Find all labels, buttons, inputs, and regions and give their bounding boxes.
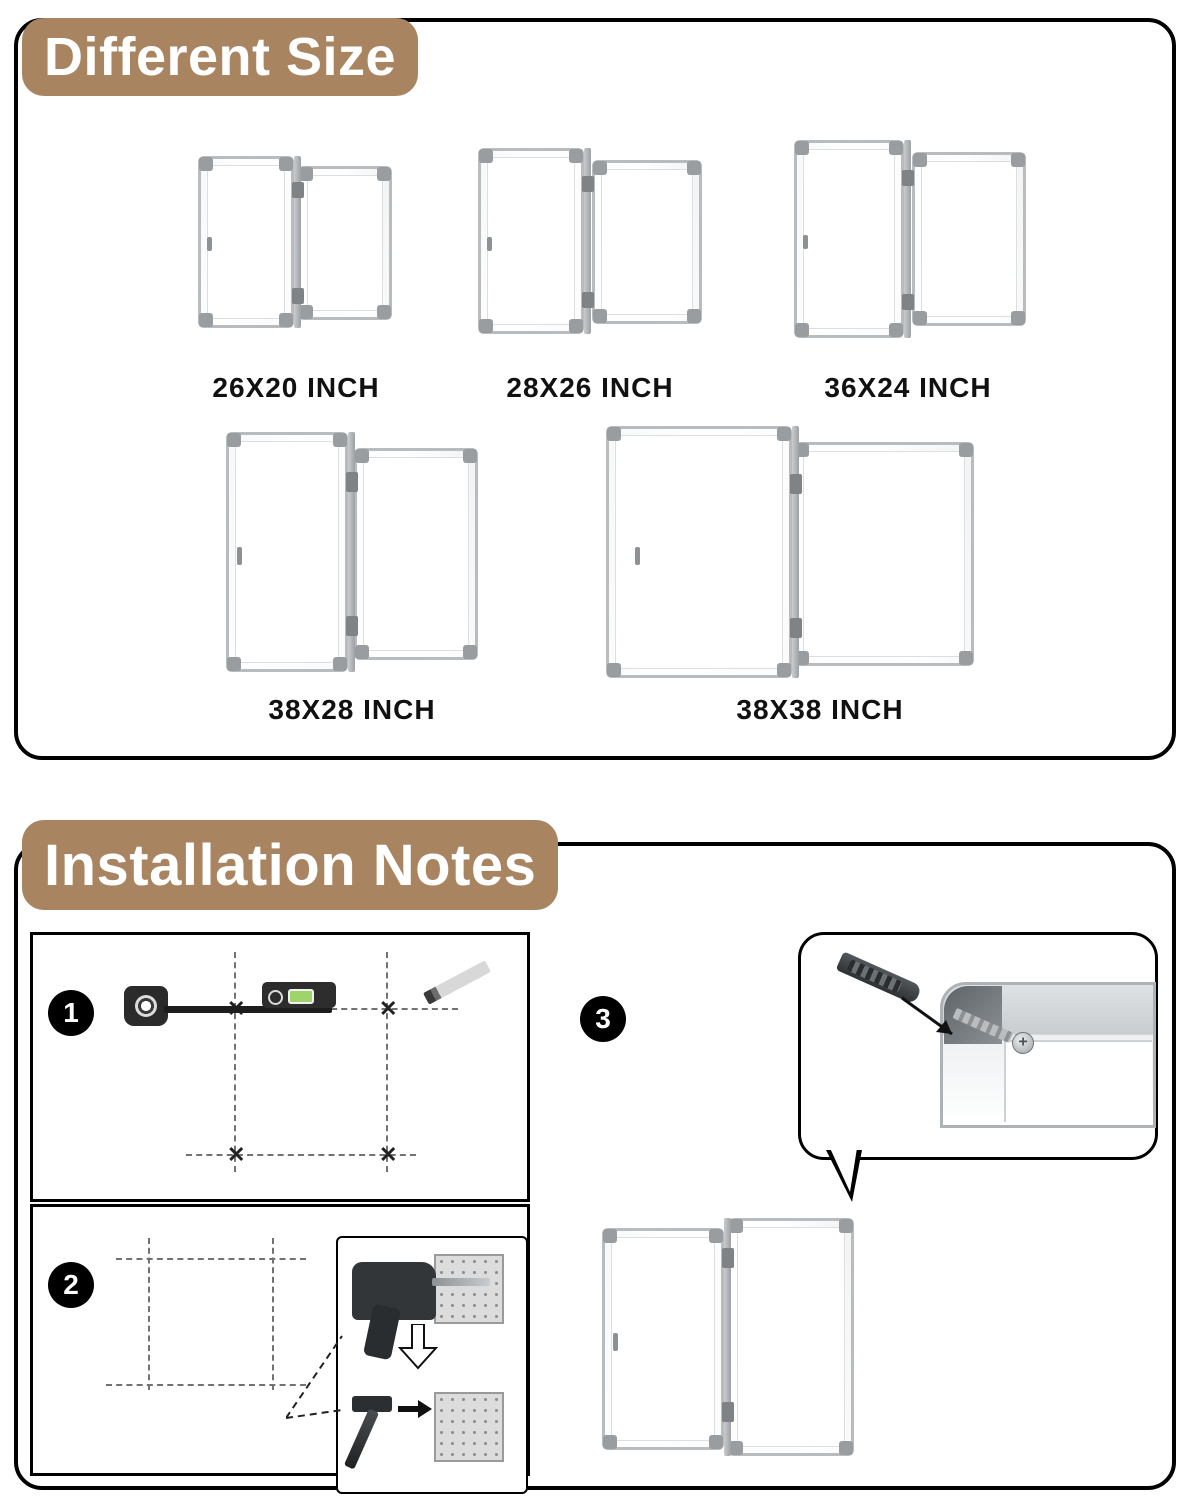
board-38x38-figure [604, 418, 976, 686]
frame-corner-icon [839, 1441, 853, 1455]
frame-corner-icon [333, 433, 347, 447]
frame-corner-icon [729, 1441, 743, 1455]
arrow-down-icon [398, 1324, 438, 1370]
frame-corner-icon [607, 427, 621, 441]
frame-corner-icon [603, 1229, 617, 1243]
board-38x28-label: 38X28 INCH [268, 694, 436, 725]
hinge-icon [902, 294, 914, 310]
hinge-icon [582, 292, 594, 308]
hinge-icon [722, 1248, 734, 1268]
board-left-leaf [198, 156, 294, 328]
step-1-box [30, 932, 530, 1202]
guide-line-horizontal [106, 1384, 306, 1386]
hinge-icon [346, 616, 358, 636]
frame-corner-icon [569, 319, 583, 333]
mark-point: ✕ [379, 1142, 398, 1167]
frame-corner-icon [333, 657, 347, 671]
board-right-leaf [728, 1218, 854, 1456]
lock-icon [237, 547, 242, 565]
drill-icon [352, 1262, 436, 1320]
frame-corner-icon [479, 319, 493, 333]
installation-notes-title: Installation Notes [22, 820, 558, 910]
board-left-leaf [226, 432, 348, 672]
board-right-leaf [298, 166, 392, 320]
board-pair [600, 1212, 856, 1462]
board-28x26-figure [476, 140, 704, 340]
frame-corner-icon [729, 1219, 743, 1233]
board-38x28-figure [224, 424, 480, 680]
hinge-icon [722, 1402, 734, 1422]
frame-corner-icon [593, 161, 607, 175]
spirit-level-icon [262, 982, 336, 1008]
frame-corner-icon [593, 309, 607, 323]
board-pair [476, 140, 704, 340]
lock-icon [803, 235, 808, 249]
hinge-icon [790, 618, 802, 638]
lock-icon [635, 547, 640, 565]
board-28x26-label: 28X26 INCH [506, 372, 674, 403]
guide-line-vertical [234, 952, 236, 1172]
board-36x24-label: 36X24 INCH [824, 372, 992, 403]
frame-corner-icon [795, 323, 809, 337]
frame-corner-icon [569, 149, 583, 163]
frame-corner-icon [1011, 311, 1025, 325]
frame-corner-icon [709, 1229, 723, 1243]
step-2-number: 2 [48, 1262, 94, 1308]
frame-corner-icon [1011, 153, 1025, 167]
frame-corner-icon [959, 651, 973, 665]
board-36x24-figure [792, 132, 1028, 344]
frame-corner-icon [377, 167, 391, 181]
frame-corner-icon [913, 311, 927, 325]
board-hinge-spine [792, 426, 799, 678]
mark-point: ✕ [379, 996, 398, 1021]
frame-corner-icon [687, 309, 701, 323]
frame-corner-icon [777, 427, 791, 441]
different-size-title: Different Size [22, 18, 418, 96]
board-pair [792, 132, 1028, 344]
frame-corner-icon [913, 153, 927, 167]
board-right-leaf [592, 160, 702, 324]
frame-corner-icon [279, 157, 293, 171]
insert-arrow-icon [900, 992, 970, 1048]
wall-surface-icon [434, 1254, 504, 1324]
frame-corner-icon [889, 323, 903, 337]
board-left-leaf [602, 1228, 724, 1450]
detail-connector-lines [286, 1330, 346, 1426]
mounted-board-figure [600, 1212, 856, 1462]
frame-corner-icon [839, 1219, 853, 1233]
lock-icon [613, 1333, 618, 1351]
frame-corner-icon [227, 433, 241, 447]
wall-surface-icon [434, 1392, 504, 1462]
frame-corner-icon [889, 141, 903, 155]
mark-point: ✕ [227, 1142, 246, 1167]
frame-corner-icon [603, 1435, 617, 1449]
board-left-leaf [606, 426, 792, 678]
hinge-icon [582, 176, 594, 192]
screw-head-icon [1012, 1032, 1034, 1054]
frame-corner-icon [959, 443, 973, 457]
step-1-number: 1 [48, 990, 94, 1036]
frame-corner-icon [463, 449, 477, 463]
board-38x38-label: 38X38 INCH [736, 694, 904, 725]
hinge-icon [902, 170, 914, 186]
hinge-icon [292, 182, 304, 198]
frame-corner-icon [299, 305, 313, 319]
frame-corner-icon [607, 663, 621, 677]
frame-corner-icon [355, 449, 369, 463]
frame-corner-icon [299, 167, 313, 181]
board-right-leaf [912, 152, 1026, 326]
arrow-right-icon [398, 1398, 434, 1420]
callout-tail-inner [830, 1148, 857, 1192]
lock-icon [207, 237, 212, 251]
hinge-icon [790, 474, 802, 494]
frame-corner-icon [199, 157, 213, 171]
frame-corner-icon [479, 149, 493, 163]
hinge-icon [346, 472, 358, 492]
lock-icon [487, 237, 492, 251]
board-left-leaf [478, 148, 584, 334]
guide-line-vertical [272, 1238, 274, 1390]
board-pair [196, 148, 396, 334]
frame-corner-icon [377, 305, 391, 319]
frame-corner-icon [795, 141, 809, 155]
board-pair [224, 424, 480, 680]
step-3-number: 3 [580, 996, 626, 1042]
tape-measure-icon [124, 986, 168, 1026]
frame-corner-icon [463, 645, 477, 659]
frame-corner-icon [709, 1435, 723, 1449]
guide-line-vertical [148, 1238, 150, 1390]
board-right-leaf [354, 448, 478, 660]
board-left-leaf [794, 140, 904, 338]
board-26x20-figure [196, 148, 396, 334]
guide-line-horizontal [116, 1258, 306, 1260]
frame-corner-icon [687, 161, 701, 175]
board-26x20-label: 26X20 INCH [212, 372, 380, 403]
frame-corner-icon [199, 313, 213, 327]
guide-line-vertical [386, 952, 388, 1172]
frame-corner-icon [355, 645, 369, 659]
board-right-leaf [794, 442, 974, 666]
board-hinge-spine [348, 432, 355, 672]
frame-corner-icon [777, 663, 791, 677]
frame-corner-icon [227, 657, 241, 671]
drill-bit-icon [432, 1278, 490, 1286]
frame-corner-icon [279, 313, 293, 327]
hinge-icon [292, 288, 304, 304]
board-pair [604, 418, 976, 686]
